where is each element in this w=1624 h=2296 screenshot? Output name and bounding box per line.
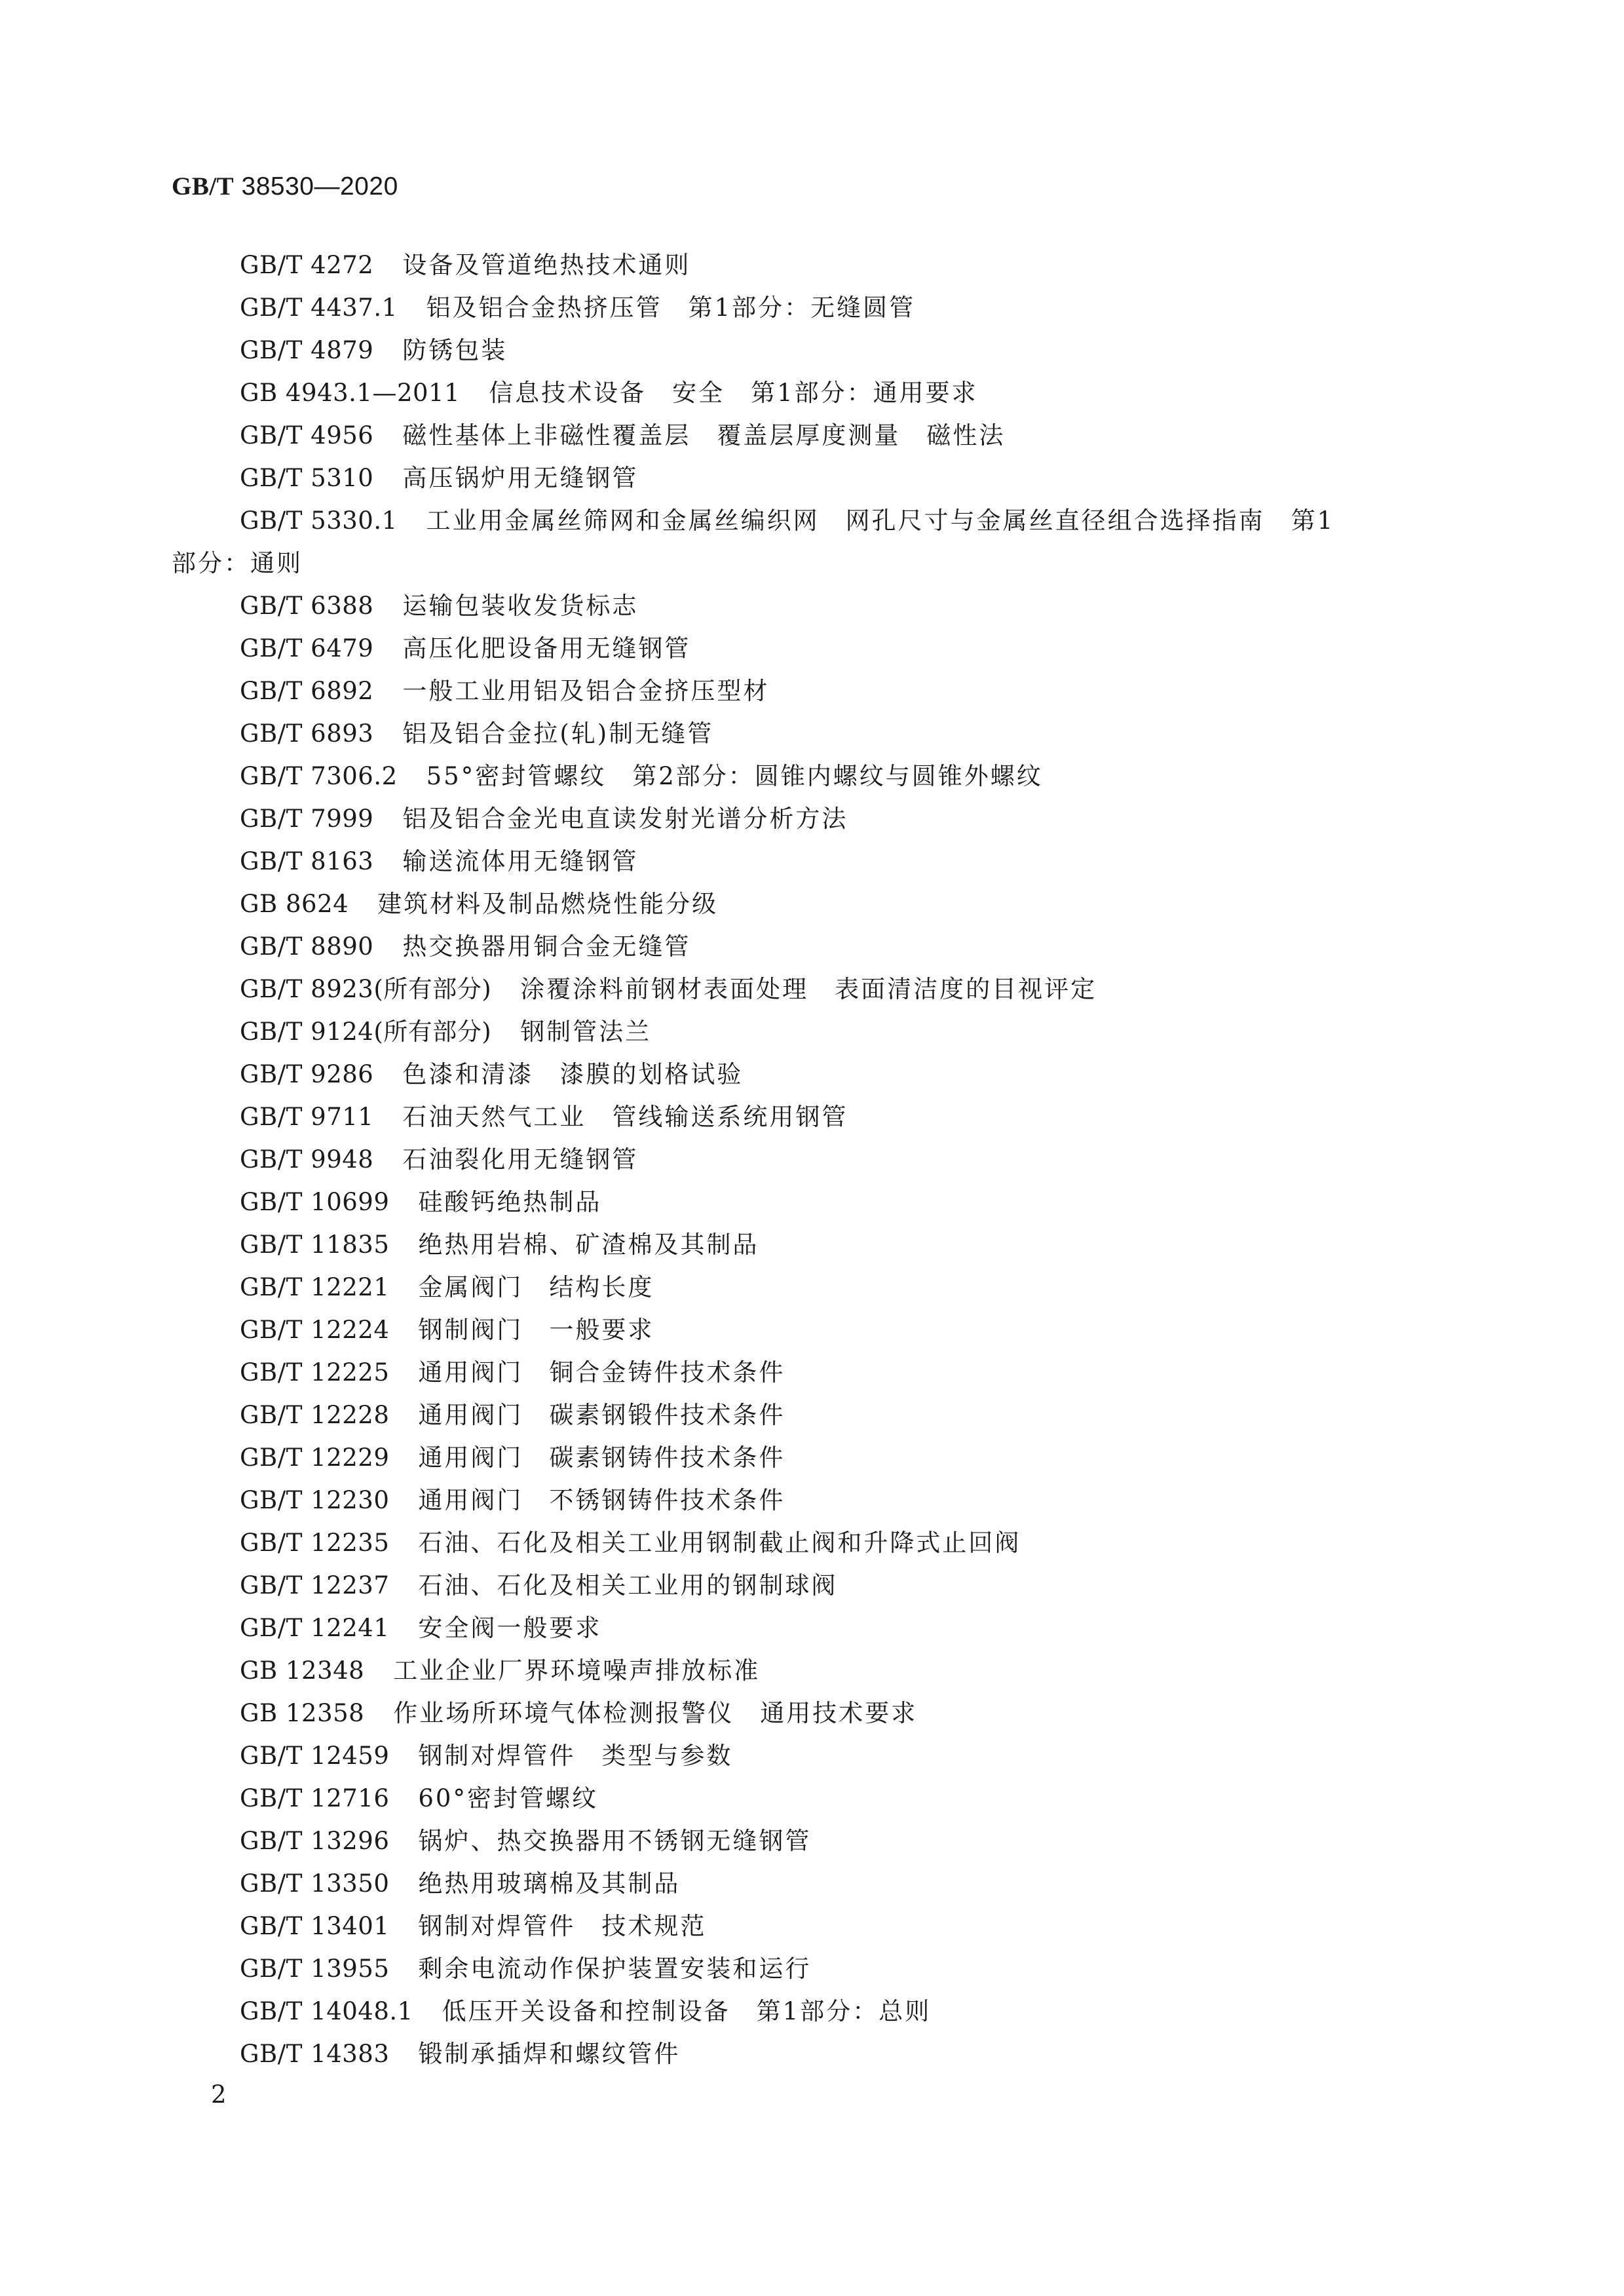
- reference-item: [172, 1990, 1449, 2033]
- reference-title: 设备及管道绝热技术通则: [402, 251, 691, 279]
- reference-item: [172, 1479, 1449, 1521]
- reference-title: 铝及铝合金热挤压管 第1部分：无缝圆管: [426, 294, 916, 322]
- reference-title: 高压锅炉用无缝钢管: [402, 464, 639, 492]
- reference-item: [172, 1266, 1449, 1309]
- reference-code: GB/T 4272: [240, 251, 374, 279]
- reference-title: 热交换器用铜合金无缝管: [402, 932, 691, 961]
- reference-title: 60°密封管螺纹: [418, 1784, 598, 1812]
- reference-code: GB/T 6479: [240, 634, 374, 662]
- reference-code: GB/T 6388: [240, 592, 374, 620]
- reference-title: 金属阀门 结构长度: [418, 1273, 654, 1301]
- reference-code: GB 4943.1—2011: [240, 379, 461, 407]
- reference-code: GB/T 4879: [240, 336, 374, 364]
- reference-code: GB 12348: [240, 1656, 365, 1685]
- reference-code: GB/T 7999: [240, 805, 374, 833]
- reference-title: 剩余电流动作保护装置安装和运行: [418, 1955, 812, 1983]
- reference-item: [172, 1223, 1449, 1266]
- reference-item: [172, 1862, 1449, 1905]
- reference-item: [172, 1053, 1449, 1096]
- reference-code: GB/T 9286: [240, 1060, 374, 1088]
- reference-code: GB/T 5330.1: [240, 507, 398, 535]
- reference-title: 通用阀门 不锈钢铸件技术条件: [418, 1486, 785, 1514]
- reference-title: 钢制管法兰: [520, 1018, 652, 1046]
- reference-item: [172, 627, 1449, 670]
- reference-item: [172, 1777, 1449, 1820]
- reference-item: [172, 457, 1449, 499]
- reference-title: 石油裂化用无缝钢管: [402, 1145, 639, 1174]
- reference-item: [172, 499, 1449, 584]
- reference-title: 工业企业厂界环境噪声排放标准: [393, 1656, 761, 1685]
- reference-title: 钢制对焊管件 技术规范: [418, 1912, 707, 1940]
- reference-title: 作业场所环境气体检测报警仪 通用技术要求: [393, 1699, 918, 1727]
- reference-code: GB/T 12241: [240, 1614, 390, 1642]
- reference-code: GB/T 14048.1: [240, 1997, 413, 2025]
- reference-title: 通用阀门 碳素钢锻件技术条件: [418, 1401, 785, 1429]
- reference-item: [172, 286, 1449, 329]
- reference-title: 石油天然气工业 管线输送系统用钢管: [402, 1103, 848, 1131]
- reference-item: [172, 1649, 1449, 1692]
- reference-title: 铝及铝合金光电直读发射光谱分析方法: [402, 805, 848, 833]
- reference-code: GB/T 8890: [240, 932, 374, 961]
- reference-code: GB/T 4956: [240, 421, 374, 450]
- reference-item: [172, 2033, 1449, 2075]
- reference-item: [172, 1820, 1449, 1862]
- reference-code: GB/T 8163: [240, 847, 374, 875]
- reference-code: GB/T 12228: [240, 1401, 390, 1429]
- reference-title: 一般工业用铝及铝合金挤压型材: [402, 677, 770, 705]
- reference-item: [172, 1521, 1449, 1564]
- reference-code: GB/T 12459: [240, 1742, 390, 1770]
- reference-title: 低压开关设备和控制设备 第1部分：总则: [442, 1997, 932, 2025]
- reference-title: 硅酸钙绝热制品: [418, 1188, 602, 1216]
- reference-code: GB/T 12230: [240, 1486, 390, 1514]
- reference-item: [172, 968, 1449, 1010]
- reference-item: [172, 1351, 1449, 1394]
- reference-item: [172, 883, 1449, 925]
- standard-code: GB/T: [172, 172, 235, 201]
- reference-title: 锻制承插焊和螺纹管件: [418, 2040, 681, 2068]
- reference-item: [172, 1138, 1449, 1181]
- reference-title-continuation: 部分：通则: [172, 549, 303, 577]
- reference-code: GB/T 6892: [240, 677, 374, 705]
- reference-item: [172, 1394, 1449, 1436]
- reference-item: [172, 925, 1449, 968]
- reference-code: GB/T 13350: [240, 1869, 390, 1898]
- reference-item: [172, 797, 1449, 840]
- reference-code: GB/T 13955: [240, 1955, 390, 1983]
- reference-code: GB/T 12235: [240, 1529, 390, 1557]
- reference-item: [172, 1905, 1449, 1947]
- standard-number: 38530—2020: [241, 172, 398, 201]
- reference-code: GB/T 5310: [240, 464, 374, 492]
- reference-code: GB/T 7306.2: [240, 762, 398, 790]
- reference-item: [172, 1010, 1449, 1053]
- reference-item: [172, 414, 1449, 457]
- reference-item: [172, 755, 1449, 797]
- reference-code: GB/T 4437.1: [240, 294, 398, 322]
- reference-title: 磁性基体上非磁性覆盖层 覆盖层厚度测量 磁性法: [402, 421, 1006, 450]
- reference-title: 55°密封管螺纹 第2部分：圆锥内螺纹与圆锥外螺纹: [426, 762, 1043, 790]
- reference-item: [172, 1181, 1449, 1223]
- reference-title: 钢制对焊管件 类型与参数: [418, 1742, 733, 1770]
- reference-code: GB/T 13401: [240, 1912, 390, 1940]
- reference-title: 涂覆涂料前钢材表面处理 表面清洁度的目视评定: [520, 975, 1097, 1003]
- reference-title: 钢制阀门 一般要求: [418, 1316, 654, 1344]
- reference-title: 高压化肥设备用无缝钢管: [402, 634, 691, 662]
- page-number: 2: [211, 2080, 227, 2109]
- reference-item: [172, 1607, 1449, 1649]
- reference-item: [172, 584, 1449, 627]
- reference-item: [172, 1564, 1449, 1607]
- reference-title: 绝热用玻璃棉及其制品: [418, 1869, 681, 1898]
- reference-title: 通用阀门 铜合金铸件技术条件: [418, 1358, 785, 1387]
- reference-item: [172, 1734, 1449, 1777]
- reference-code: GB/T 14383: [240, 2040, 390, 2068]
- reference-title: 输送流体用无缝钢管: [402, 847, 639, 875]
- reference-code: GB/T 12225: [240, 1358, 390, 1387]
- reference-item: [172, 1692, 1449, 1734]
- reference-code: GB/T 12716: [240, 1784, 390, 1812]
- reference-title: 绝热用岩棉、矿渣棉及其制品: [418, 1231, 759, 1259]
- reference-title: 工业用金属丝筛网和金属丝编织网 网孔尺寸与金属丝直径组合选择指南 第1: [426, 507, 1335, 535]
- reference-item: [172, 1947, 1449, 1990]
- reference-item: [172, 1436, 1449, 1479]
- reference-title: 通用阀门 碳素钢铸件技术条件: [418, 1444, 785, 1472]
- reference-code: GB/T 9948: [240, 1145, 374, 1174]
- reference-title: 色漆和清漆 漆膜的划格试验: [402, 1060, 744, 1088]
- reference-title: 建筑材料及制品燃烧性能分级: [377, 890, 719, 918]
- reference-code: GB/T 10699: [240, 1188, 390, 1216]
- reference-code: GB/T 12229: [240, 1444, 390, 1472]
- reference-title: 安全阀一般要求: [418, 1614, 602, 1642]
- reference-title: 石油、石化及相关工业用的钢制球阀: [418, 1571, 838, 1599]
- reference-item: [172, 372, 1449, 414]
- reference-code: GB/T 8923(所有部分): [240, 975, 492, 1003]
- reference-code: GB/T 12224: [240, 1316, 390, 1344]
- reference-title: 信息技术设备 安全 第1部分：通用要求: [489, 379, 978, 407]
- reference-item: [172, 1309, 1449, 1351]
- reference-code: GB 12358: [240, 1699, 365, 1727]
- reference-item: [172, 329, 1449, 372]
- reference-code: GB/T 9711: [240, 1103, 374, 1131]
- reference-title: 运输包装收发货标志: [402, 592, 639, 620]
- reference-code: GB/T 6893: [240, 719, 374, 748]
- reference-code: GB/T 11835: [240, 1231, 390, 1259]
- reference-code: GB/T 9124(所有部分): [240, 1018, 492, 1046]
- reference-code: GB/T 12221: [240, 1273, 390, 1301]
- reference-code: GB/T 12237: [240, 1571, 390, 1599]
- reference-title: 铝及铝合金拉(轧)制无缝管: [402, 719, 714, 748]
- reference-title: 锅炉、热交换器用不锈钢无缝钢管: [418, 1827, 812, 1855]
- reference-item: [172, 1096, 1449, 1138]
- standard-header: [172, 172, 398, 201]
- reference-item: [172, 712, 1449, 755]
- reference-item: [172, 670, 1449, 712]
- reference-code: GB/T 13296: [240, 1827, 390, 1855]
- reference-title: 防锈包装: [402, 336, 508, 364]
- reference-item: [172, 840, 1449, 883]
- normative-references-list: [172, 244, 1449, 2075]
- reference-title: 石油、石化及相关工业用钢制截止阀和升降式止回阀: [418, 1529, 1021, 1557]
- reference-code: GB 8624: [240, 890, 349, 918]
- reference-item: [172, 244, 1449, 286]
